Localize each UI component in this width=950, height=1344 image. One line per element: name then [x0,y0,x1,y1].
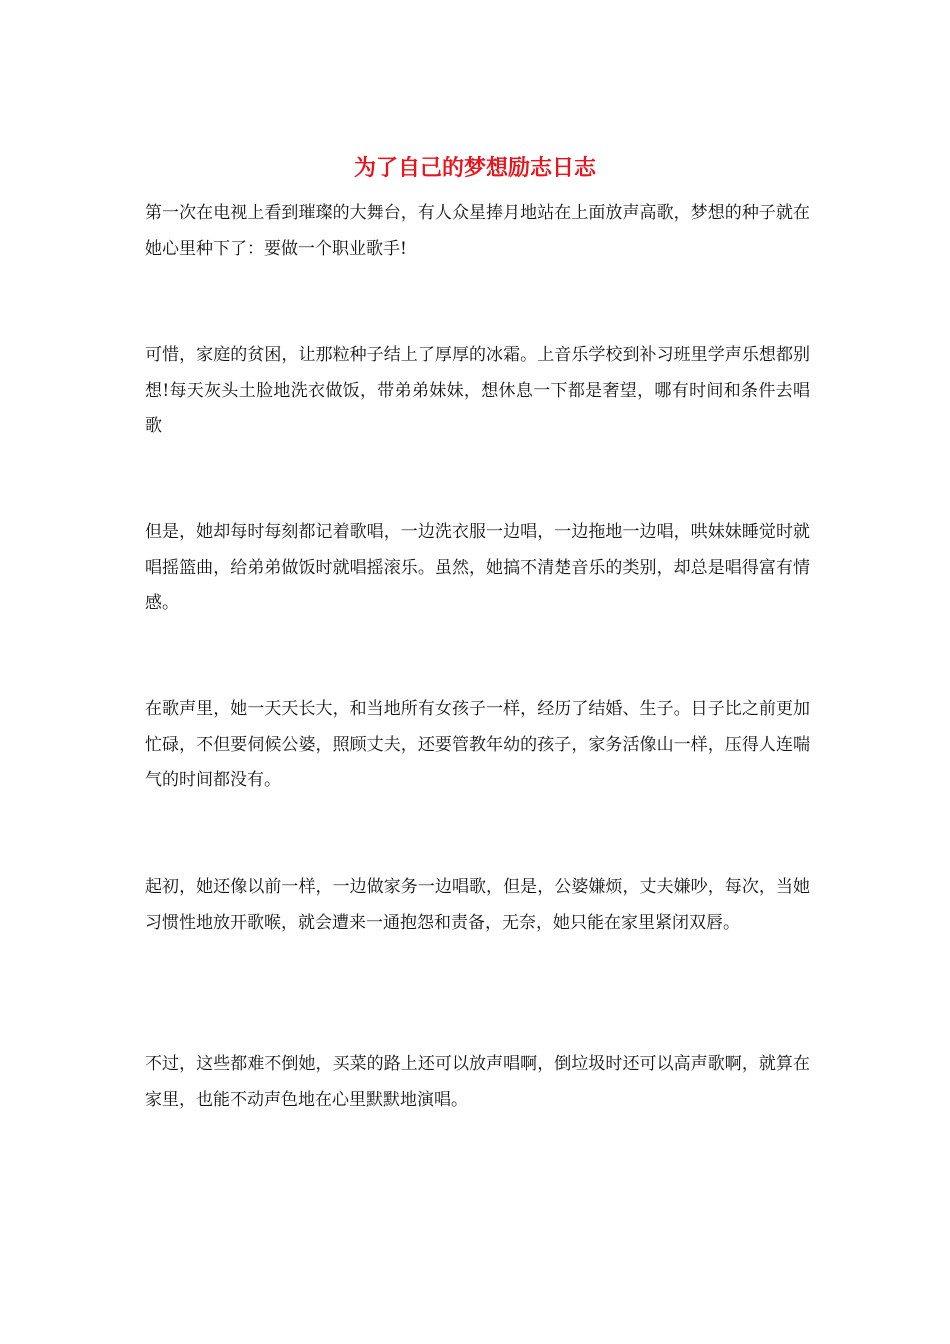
page-title: 为了自己的梦想励志日志 [353,155,596,181]
paragraph-3: 但是，她却每时每刻都记着歌唱，一边洗衣服一边唱，一边拖地一边唱，哄妹妹睡觉时就唱摇篮曲，给弟弟做饭时就唱摇滚乐。虽然，她搞不清楚音乐的类别，却总是唱得富有情感。 [145,522,810,613]
paragraph-2: 可惜，家庭的贫困，让那粒种子结上了厚厚的冰霜。上音乐学校到补习班里学声乐想都别想!每天灰头土脸地洗衣做饭，带弟弟妹妹，想休息一下都是奢望，哪有时间和条件去唱歌 [145,345,810,436]
paragraph-5: 起初，她还像以前一样，一边做家务一边唱歌，但是，公婆嫌烦，丈夫嫌吵，每次，当她习惯性地放开歌喉，就会遭来一通抱怨和责备，无奈，她只能在家里紧闭双唇。 [145,877,810,933]
paragraph-4: 在歌声里，她一天天长大，和当地所有女孩子一样，经历了结婚、生子。日子比之前更加忙碌，不但要伺候公婆，照顾丈夫，还要管教年幼的孩子，家务活像山一样，压得人连喘气的时间都没有。 [145,699,810,790]
paragraph-1: 第一次在电视上看到璀璨的大舞台，有人众星捧月地站在上面放声高歌，梦想的种子就在她心里种下了：要做一个职业歌手! [145,203,810,259]
paragraph-6: 不过，这些都难不倒她，买菜的路上还可以放声唱啊，倒垃圾时还可以高声歌啊，就算在家里，也能不动声色地在心里默默地演唱。 [145,1054,810,1110]
